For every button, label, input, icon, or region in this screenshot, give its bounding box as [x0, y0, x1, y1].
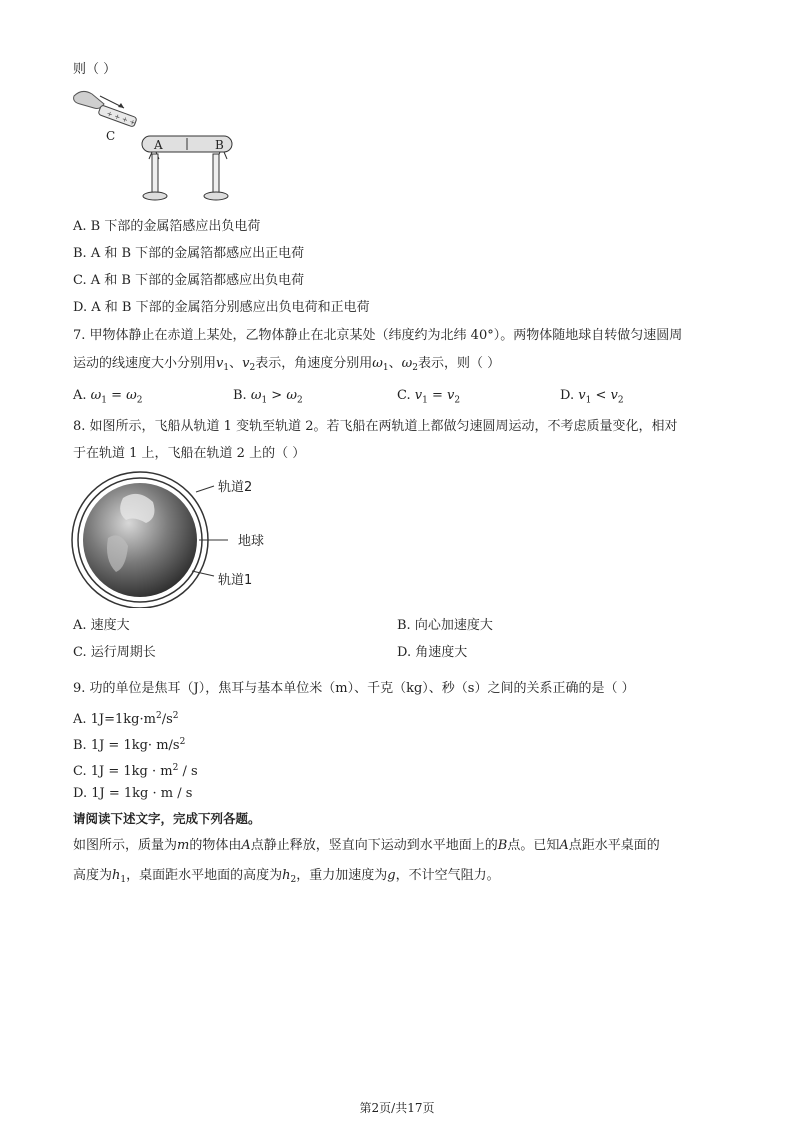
q6-stem-tail: 则（ ）: [73, 62, 117, 77]
q8-option-d: D. 角速度大: [397, 645, 468, 660]
q6-option-d: D. A 和 B 下部的金属箔分别感应出负电荷和正电荷: [73, 300, 370, 315]
q8-line1: 8. 如图所示，飞船从轨道 1 变轨至轨道 2。若飞船在两轨道上都做匀速圆周运动，不考虑质量变化，相对: [73, 419, 678, 434]
page-footer: 第2页/共17页: [359, 1101, 435, 1115]
reading-heading: 请阅读下述文字，完成下列各题。: [73, 811, 261, 826]
reading-para-line2: 高度为$h_1$，桌面距水平地面的高度为$h_2$，重力加速度为g，不计空气阻力。: [73, 868, 500, 885]
q9-option-c: C. $1J = 1kg \cdot m^2 / s$: [73, 763, 198, 779]
q6-figure: [70, 86, 240, 206]
q8-option-b: B. 向心加速度大: [397, 618, 493, 633]
svg-text:+ + + +: + + + +: [105, 109, 137, 128]
q7-option-a: A. $\omega_1 = \omega_2$: [73, 388, 143, 406]
q6-option-b: B. A 和 B 下部的金属箔都感应出正电荷: [73, 246, 305, 261]
q8-option-c: C. 运行周期长: [73, 645, 156, 660]
label-c: C: [106, 129, 116, 143]
label-b: B: [215, 138, 224, 152]
q8-line2: 于在轨道 1 上，飞船在轨道 2 上的（ ）: [73, 446, 306, 461]
orbit1-label: 轨道1: [218, 573, 253, 588]
orbit2-label: 轨道2: [218, 480, 253, 495]
q7-option-c: C. $v_1 = v_2$: [397, 388, 461, 406]
q7-option-b: B. $\omega_1 > \omega_2$: [233, 388, 303, 406]
q7-line2: 运动的线速度大小分别用$v_1$、$v_2$表示，角速度分别用$\omega_1$、$\omega_2$表示，则（ ）: [73, 356, 501, 373]
q6-option-c: C. A 和 B 下部的金属箔都感应出负电荷: [73, 273, 305, 288]
q6-option-a: A. B 下部的金属箔感应出负电荷: [73, 219, 261, 234]
q8-option-a: A. 速度大: [73, 618, 130, 633]
earth-label: 地球: [238, 534, 265, 549]
q9-option-b: B. $1J = 1kg\cdot m/s^2$: [73, 737, 186, 753]
q9-line1: 9. 功的单位是焦耳（J），焦耳与基本单位米（m）、千克（kg）、秒（s）之间的关系正确的是（ ）: [73, 681, 635, 696]
q9-option-d: D. 1J = 1kg · m / s: [73, 786, 193, 801]
reading-para-line1: 如图所示，质量为m的物体由A点静止释放，竖直向下运动到水平地面上的B点。已知A点距水平桌面的: [73, 838, 660, 853]
q8-orbit-figure: [68, 468, 288, 608]
label-a: A: [154, 138, 163, 152]
q9-option-a: A. $1J=1kg\cdot m^2/s^2$: [73, 711, 179, 727]
q7-line1: 7. 甲物体静止在赤道上某处，乙物体静止在北京某处（纬度约为北纬 40°）。两物体随地球自转做匀速圆周: [73, 328, 683, 343]
q7-option-d: D. $v_1 < v_2$: [560, 388, 624, 406]
